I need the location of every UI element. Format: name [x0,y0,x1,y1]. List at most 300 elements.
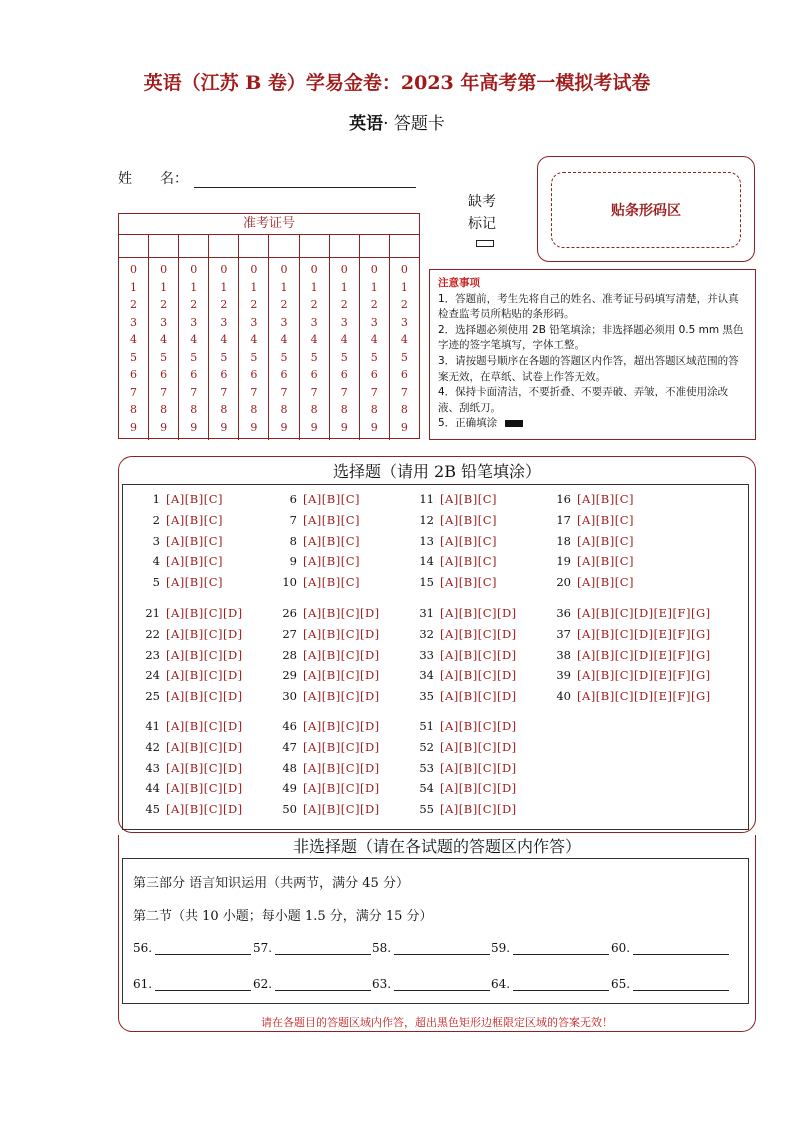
ticket-digit-bubble[interactable]: 6 [340,368,348,381]
question-28[interactable] [275,648,380,662]
answer-options[interactable]: [A][B][C] [303,492,360,506]
ticket-digit-bubble[interactable]: 7 [340,385,348,399]
ticket-entry-cell[interactable] [269,235,299,257]
answer-blank [253,941,371,955]
answer-options[interactable]: [A][B][C][D] [303,606,380,620]
card-title-rest: · 答题卡 [383,114,445,134]
blank-line[interactable] [513,942,609,955]
question-17[interactable] [549,513,634,527]
ticket-digit-bubble[interactable]: 6 [130,368,138,381]
question-27[interactable] [275,627,380,641]
question-number: 37 [556,626,571,641]
ticket-entry-cell[interactable] [300,235,330,257]
ticket-entry-cell[interactable] [179,235,209,257]
question-36[interactable] [549,606,711,620]
ticket-digit-bubble[interactable]: 5 [130,350,138,364]
question-number: 36 [556,606,571,620]
ticket-digit-bubble[interactable]: 1 [130,280,138,294]
question-number: 32 [419,626,434,641]
ticket-digit-bubble[interactable]: 0 [400,263,408,276]
answer-options[interactable]: [A][B][C] [303,533,360,548]
ticket-digit-bubble[interactable]: 3 [340,315,348,329]
question-13[interactable] [412,534,497,548]
ticket-digit-bubble[interactable]: 6 [370,368,378,381]
ticket-digit-bubble[interactable]: 5 [370,350,378,364]
blank-line[interactable] [513,978,609,991]
question-number: 38 [556,647,571,662]
answer-options[interactable]: [A][B][C] [166,575,223,590]
answer-options[interactable]: [A][B][C] [577,492,634,506]
question-51[interactable] [412,719,517,733]
ticket-entry-cell[interactable] [209,235,239,257]
question-number: 19 [556,554,571,569]
answer-options[interactable]: [A][B][C][D] [303,626,380,641]
ticket-digit-bubble[interactable]: 5 [310,350,318,364]
question-number: 46 [282,719,297,733]
question-21[interactable] [138,606,243,620]
ticket-entry-cell[interactable] [360,235,390,257]
ticket-digit-bubble[interactable]: 7 [190,385,198,399]
absent-label-line1: 缺考 [468,194,496,210]
ticket-digit-column [300,258,330,440]
ticket-digit-bubble[interactable]: 2 [340,298,348,311]
question-38[interactable] [549,648,711,662]
answer-options[interactable]: [A][B][C] [440,492,497,506]
question-number: 51 [419,719,434,733]
notes-title: 注意事项 [438,277,480,289]
ticket-digit-column [119,258,149,440]
ticket-digit-bubble[interactable]: 5 [220,350,228,364]
ticket-digit-bubble[interactable]: 7 [160,385,168,399]
answer-blank [133,941,251,955]
answer-options[interactable]: [A][B][C] [440,575,497,590]
ticket-digit-bubble[interactable]: 3 [400,315,408,329]
question-40[interactable] [549,689,711,703]
ticket-entry-cell[interactable] [149,235,179,257]
blank-number: 60. [611,941,631,955]
question-number: 3 [152,533,160,548]
question-number: 18 [556,533,571,548]
ticket-digit-bubble[interactable]: 7 [250,385,258,399]
answer-options[interactable]: [A][B][C] [577,575,634,590]
question-number: 43 [145,760,160,775]
note-item-5-text: 5．正确填涂 [438,417,498,430]
answer-options[interactable]: [A][B][C] [577,512,634,527]
ticket-digit-bubble[interactable]: 9 [310,420,318,434]
question-18[interactable] [549,534,634,548]
ticket-digit-bubble[interactable]: 5 [280,350,288,364]
question-number: 4 [152,554,160,569]
question-47[interactable] [275,740,380,754]
question-19[interactable] [549,554,634,568]
part3-heading: 第三部分 语言知识运用（共两节，满分 45 分） [133,876,409,891]
blank-number: 63. [372,977,392,991]
absent-checkbox[interactable] [476,240,494,247]
ticket-digit-bubble[interactable]: 1 [220,280,228,294]
ticket-digit-bubble[interactable]: 4 [280,333,288,346]
question-26[interactable] [275,606,380,620]
question-31[interactable] [412,606,517,620]
ticket-digit-bubble[interactable]: 5 [160,350,168,364]
question-10[interactable] [275,575,360,589]
subjective-title: 非选择题（请在各试题的答题区内作答） [292,837,581,856]
question-number: 27 [282,626,297,641]
ticket-digit-bubble[interactable]: 4 [250,333,258,346]
answer-blank [491,977,609,991]
question-41[interactable] [138,719,243,733]
ticket-digit-bubble[interactable]: 6 [190,368,198,381]
question-4[interactable] [138,554,223,568]
ticket-digit-bubble[interactable]: 4 [130,333,138,346]
answer-options[interactable]: [A][B][C][D] [166,781,243,796]
ticket-digit-bubble[interactable]: 6 [310,368,318,381]
blank-line[interactable] [633,978,729,991]
question-number: 28 [282,647,297,662]
ticket-digit-bubble[interactable]: 6 [250,368,258,381]
question-15[interactable] [412,575,497,589]
ticket-digit-bubble[interactable]: 1 [280,280,288,294]
answer-options[interactable]: [A][B][C][D] [166,802,243,817]
answer-options[interactable]: [A][B][C][D] [166,760,243,775]
question-24[interactable] [138,668,243,682]
ticket-digit-bubble[interactable]: 2 [370,298,378,311]
ticket-digit-bubble[interactable]: 5 [340,350,348,364]
answer-options[interactable]: [A][B][C][D] [303,781,380,796]
answer-options[interactable]: [A][B][C][D] [440,606,517,620]
ticket-digit-bubble[interactable]: 0 [130,263,138,276]
ticket-entry-cell[interactable] [390,235,419,257]
question-32[interactable] [412,627,517,641]
ticket-digit-bubble[interactable]: 2 [190,298,198,311]
ticket-digit-bubble[interactable]: 6 [280,368,288,381]
blank-line[interactable] [275,978,371,991]
answer-options[interactable]: [A][B][C][D] [166,606,243,620]
blank-line[interactable] [394,978,490,991]
question-45[interactable] [138,802,243,816]
note-item-fill-example [438,416,747,432]
answer-options[interactable]: [A][B][C] [166,533,223,548]
question-9[interactable] [275,554,360,568]
question-6[interactable] [275,492,360,506]
question-42[interactable] [138,740,243,754]
ticket-digit-bubble[interactable]: 6 [160,368,168,381]
ticket-digit-bubble[interactable]: 3 [190,315,198,329]
ticket-digit-bubble[interactable]: 8 [220,403,228,416]
blank-number: 57. [253,941,273,955]
note-item: 4．保持卡面清洁，不要折叠、不要弄破、弄皱，不准使用涂改液、刮纸刀。 [438,386,729,414]
blank-line[interactable] [275,942,371,955]
ticket-digit-bubble[interactable]: 3 [280,315,288,329]
name-row [118,168,416,188]
ticket-digit-bubble[interactable]: 6 [220,368,228,381]
answer-options[interactable]: [A][B][C][D] [440,802,517,817]
question-23[interactable] [138,648,243,662]
answer-options[interactable]: [A][B][C][D] [440,719,517,733]
question-number: 45 [145,802,160,817]
question-33[interactable] [412,648,517,662]
ticket-entry-cell[interactable] [330,235,360,257]
ticket-digit-column [269,258,299,440]
ticket-digit-bubble[interactable]: 0 [190,263,198,276]
answer-options[interactable]: [A][B][C][D] [303,739,380,754]
name-field[interactable] [194,171,416,188]
question-number: 52 [419,739,434,754]
answer-options[interactable]: [A][B][C][D] [166,647,243,662]
ticket-digit-bubble[interactable]: 8 [160,403,168,416]
answer-options[interactable]: [A][B][C][D][E][F][G] [577,606,711,620]
question-37[interactable] [549,627,711,641]
ticket-digit-bubble[interactable]: 5 [190,350,198,364]
answer-options[interactable]: [A][B][C][D] [440,739,517,754]
question-20[interactable] [549,575,634,589]
question-11[interactable] [412,492,497,506]
answer-options[interactable]: [A][B][C] [577,554,634,569]
blank-line[interactable] [155,978,251,991]
blank-line[interactable] [394,942,490,955]
ticket-digit-bubble[interactable]: 0 [220,263,228,276]
question-49[interactable] [275,781,380,795]
answer-options[interactable]: [A][B][C][D][E][F][G] [577,689,711,704]
answer-options[interactable]: [A][B][C] [303,554,360,569]
ticket-digit-bubble[interactable]: 3 [370,315,378,329]
answer-options[interactable]: [A][B][C] [166,512,223,527]
question-1[interactable] [138,492,223,506]
ticket-digit-bubble[interactable]: 2 [400,298,408,311]
ticket-digit-bubble[interactable]: 0 [250,263,258,276]
question-48[interactable] [275,761,380,775]
ticket-digit-bubble[interactable]: 7 [130,385,138,399]
question-3[interactable] [138,534,223,548]
ticket-digit-bubble[interactable]: 6 [400,368,408,381]
ticket-digit-bubble[interactable]: 9 [160,420,168,434]
ticket-digit-bubble[interactable]: 2 [280,298,288,311]
ticket-digit-bubble[interactable]: 8 [340,403,348,416]
question-5[interactable] [138,575,223,589]
ticket-digit-column [239,258,269,440]
ticket-digit-bubble[interactable]: 9 [280,420,288,434]
answer-blank [372,977,490,991]
question-39[interactable] [549,668,711,682]
answer-blank [611,977,729,991]
answer-options[interactable]: [A][B][C][D] [166,668,243,683]
ticket-digit-bubble[interactable]: 0 [340,263,348,276]
ticket-digit-column [209,258,239,440]
answer-options[interactable]: [A][B][C][D] [303,689,380,704]
ticket-digit-columns [119,258,419,440]
ticket-digit-bubble[interactable]: 7 [400,385,408,399]
question-52[interactable] [412,740,517,754]
ticket-digit-bubble[interactable]: 2 [310,298,318,311]
answer-options[interactable]: [A][B][C] [577,533,634,548]
question-50[interactable] [275,802,380,816]
ticket-digit-bubble[interactable]: 8 [130,403,138,416]
answer-options[interactable]: [A][B][C] [166,492,223,506]
answer-options[interactable]: [A][B][C][D] [166,689,243,704]
ticket-digit-bubble[interactable]: 1 [340,280,348,294]
question-14[interactable] [412,554,497,568]
question-number: 53 [419,760,434,775]
question-number: 6 [289,492,297,506]
answer-options[interactable]: [A][B][C][D] [303,760,380,775]
ticket-digit-bubble[interactable]: 2 [130,298,138,311]
answer-options[interactable]: [A][B][C][D] [166,719,243,733]
question-34[interactable] [412,668,517,682]
answer-options[interactable]: [A][B][C] [440,533,497,548]
ticket-digit-bubble[interactable]: 2 [160,298,168,311]
question-2[interactable] [138,513,223,527]
question-16[interactable] [549,492,634,506]
ticket-digit-bubble[interactable]: 1 [370,280,378,294]
question-number: 47 [282,739,297,754]
question-25[interactable] [138,689,243,703]
question-53[interactable] [412,761,517,775]
blank-line[interactable] [633,942,729,955]
answer-options[interactable]: [A][B][C][D][E][F][G] [577,647,711,662]
answer-options[interactable]: [A][B][C][D] [303,668,380,683]
ticket-digit-bubble[interactable]: 4 [310,333,318,346]
question-number: 16 [556,492,571,506]
ticket-digit-bubble[interactable]: 3 [220,315,228,329]
answer-blank [611,941,729,955]
answer-options[interactable]: [A][B][C][D] [440,668,517,683]
question-number: 12 [419,512,434,527]
answer-options[interactable]: [A][B][C][D][E][F][G] [577,626,711,641]
question-30[interactable] [275,689,380,703]
ticket-digit-bubble[interactable]: 1 [250,280,258,294]
ticket-digit-bubble[interactable]: 9 [340,420,348,434]
ticket-digit-bubble[interactable]: 9 [370,420,378,434]
answer-options[interactable]: [A][B][C][D] [303,647,380,662]
question-number: 2 [152,512,160,527]
barcode-area[interactable]: 贴条形码区 [551,172,741,248]
question-8[interactable] [275,534,360,548]
question-number: 8 [289,533,297,548]
ticket-digit-bubble[interactable]: 8 [280,403,288,416]
answer-options[interactable]: [A][B][C][D] [303,802,380,817]
ticket-digit-bubble[interactable]: 1 [310,280,318,294]
question-number: 35 [419,689,434,704]
ticket-entry-cell[interactable] [119,235,149,257]
ticket-digit-bubble[interactable]: 8 [400,403,408,416]
ticket-digit-bubble[interactable]: 9 [190,420,198,434]
question-44[interactable] [138,781,243,795]
ticket-digit-bubble[interactable]: 4 [340,333,348,346]
question-number: 55 [419,802,434,817]
question-number: 15 [419,575,434,590]
ticket-digit-bubble[interactable]: 4 [160,333,168,346]
question-43[interactable] [138,761,243,775]
ticket-digit-bubble[interactable]: 9 [400,420,408,434]
ticket-digit-bubble[interactable]: 5 [250,350,258,364]
ticket-digit-bubble[interactable]: 1 [160,280,168,294]
ticket-digit-column [390,258,419,440]
ticket-digit-bubble[interactable]: 0 [280,263,288,276]
answer-options[interactable]: [A][B][C][D] [440,760,517,775]
answer-options[interactable]: [A][B][C] [303,575,360,590]
question-46[interactable] [275,719,380,733]
answer-options[interactable]: [A][B][C][D][E][F][G] [577,668,711,683]
ticket-digit-bubble[interactable]: 1 [400,280,408,294]
question-number: 22 [145,626,160,641]
question-number: 50 [282,802,297,817]
answer-options[interactable]: [A][B][C][D] [440,647,517,662]
ticket-digit-bubble[interactable]: 3 [130,315,138,329]
ticket-digit-bubble[interactable]: 0 [370,263,378,276]
answer-options[interactable]: [A][B][C][D] [440,689,517,704]
question-number: 49 [282,781,297,796]
ticket-digit-bubble[interactable]: 0 [310,263,318,276]
question-12[interactable] [412,513,497,527]
answer-options[interactable]: [A][B][C][D] [440,626,517,641]
ticket-digit-bubble[interactable]: 7 [310,385,318,399]
answer-options[interactable]: [A][B][C][D] [303,719,380,733]
answer-options[interactable]: [A][B][C][D] [166,626,243,641]
question-number: 42 [145,739,160,754]
ticket-digit-column [149,258,179,440]
section2-heading: 第二节（共 10 小题；每小题 1.5 分，满分 15 分） [133,909,433,924]
ticket-digit-bubble[interactable]: 4 [190,333,198,346]
question-number: 9 [289,554,297,569]
question-number: 17 [556,512,571,527]
blank-line[interactable] [155,942,251,955]
answer-options[interactable]: [A][B][C] [440,512,497,527]
question-number: 24 [145,668,160,683]
question-number: 7 [289,512,297,527]
question-22[interactable] [138,627,243,641]
answer-options[interactable]: [A][B][C] [440,554,497,569]
question-number: 39 [556,668,571,683]
answer-options[interactable]: [A][B][C][D] [440,781,517,796]
ticket-digit-bubble[interactable]: 3 [160,315,168,329]
ticket-digit-bubble[interactable]: 4 [220,333,228,346]
ticket-digit-bubble[interactable]: 9 [220,420,228,434]
ticket-digit-bubble[interactable]: 3 [250,315,258,329]
name-label: 姓 名： [118,171,188,187]
ticket-digit-bubble[interactable]: 7 [370,385,378,399]
question-35[interactable] [412,689,517,703]
ticket-number-grid [118,213,420,439]
ticket-digit-bubble[interactable]: 1 [190,280,198,294]
ticket-digit-bubble[interactable]: 5 [400,350,408,364]
question-54[interactable] [412,781,517,795]
ticket-digit-bubble[interactable]: 2 [250,298,258,311]
question-7[interactable] [275,513,360,527]
answer-options[interactable]: [A][B][C] [303,512,360,527]
ticket-digit-bubble[interactable]: 3 [310,315,318,329]
ticket-digit-bubble[interactable]: 8 [310,403,318,416]
ticket-digit-bubble[interactable]: 8 [370,403,378,416]
answer-options[interactable]: [A][B][C][D] [166,739,243,754]
ticket-digit-bubble[interactable]: 2 [220,298,228,311]
ticket-number-title: 准考证号 [119,214,419,235]
question-number: 13 [419,533,434,548]
question-55[interactable] [412,802,517,816]
ticket-digit-bubble[interactable]: 4 [370,333,378,346]
ticket-entry-cell[interactable] [239,235,269,257]
ticket-digit-bubble[interactable]: 4 [400,333,408,346]
ticket-digit-bubble[interactable]: 0 [160,263,168,276]
question-number: 1 [152,492,160,506]
ticket-digit-bubble[interactable]: 9 [130,420,138,434]
answer-options[interactable]: [A][B][C] [166,554,223,569]
ticket-digit-bubble[interactable]: 9 [250,420,258,434]
ticket-digit-bubble[interactable]: 8 [250,403,258,416]
ticket-digit-bubble[interactable]: 7 [280,385,288,399]
ticket-digit-bubble[interactable]: 7 [220,385,228,399]
absent-mark-label [459,191,505,235]
ticket-digit-bubble[interactable]: 8 [190,403,198,416]
question-29[interactable] [275,668,380,682]
